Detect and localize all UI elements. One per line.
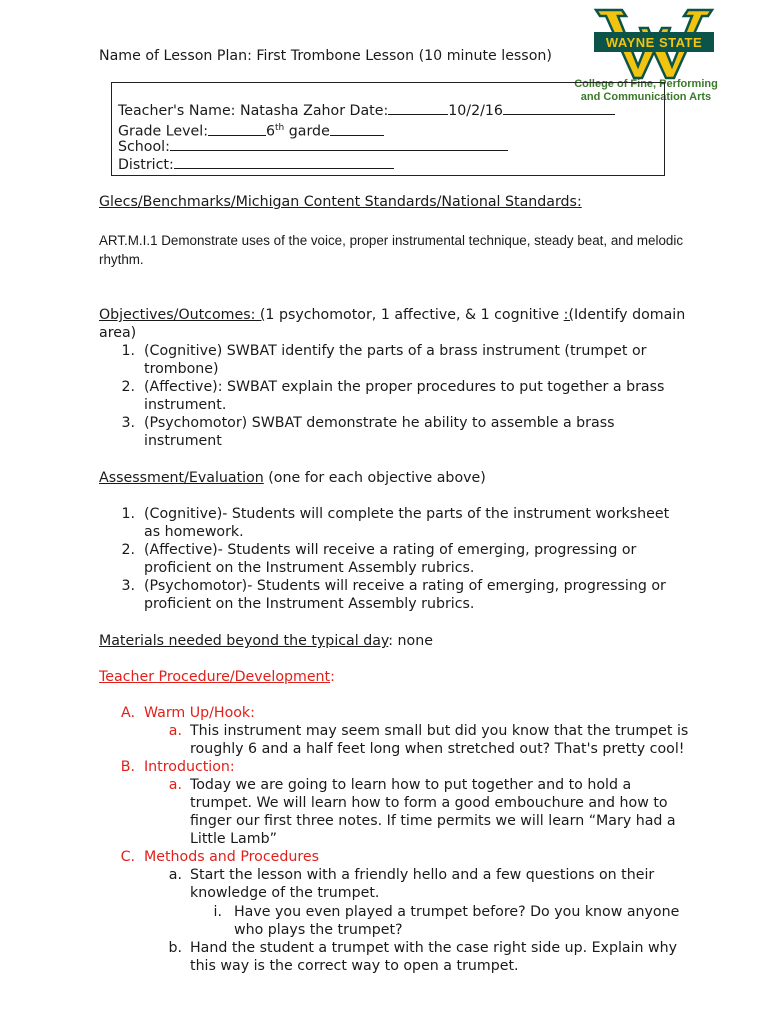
school-blank: [170, 137, 508, 151]
procedure-heading: [99, 668, 335, 686]
list-number: 3.: [121, 578, 135, 594]
section-c-title: Methods and Procedures: [144, 849, 319, 865]
list-item-line2: instrument: [144, 433, 222, 449]
list-item-line1: (Cognitive) SWBAT identify the parts of a brass instrument (trumpet or: [144, 343, 647, 359]
list-item-line1: (Psychomotor)- Students will receive a rating of emerging, progressing or: [144, 578, 666, 594]
list-item-line2: instrument.: [144, 397, 227, 413]
section-b-sub-line1: Today we are going to learn how to put together and to hold a: [190, 777, 632, 793]
section-c-b-label: b.: [168, 940, 182, 956]
grade-value-suffix: garde: [284, 123, 330, 140]
objectives-heading-domains: 1 psychomotor, 1 affective, & 1 cognitive: [265, 307, 564, 323]
district-line: [118, 155, 394, 174]
section-c-a-line1: Start the lesson with a friendly hello and a few questions on their: [190, 867, 655, 883]
list-number: 1.: [121, 506, 135, 522]
section-c-a-i-line1: Have you even played a trumpet before? Do you know anyone: [234, 904, 680, 920]
section-b-sub-line2: trumpet. We will learn how to form a good embouchure and how to: [190, 795, 668, 811]
teacher-date-line: [118, 101, 615, 120]
school-label: School:: [118, 139, 170, 155]
date-value: 10/2/16: [448, 103, 503, 119]
district-label: District:: [118, 157, 174, 173]
list-item-line1: (Affective): SWBAT explain the proper procedures to put together a brass: [144, 379, 665, 395]
list-item-line1: (Affective)- Students will receive a rating of emerging, progressing or: [144, 542, 637, 558]
school-line: [118, 137, 508, 156]
logo-caption-line2: and Communication Arts: [580, 91, 712, 103]
materials-heading: Materials needed beyond the typical day: [99, 633, 389, 649]
section-c-a-i-line2: who plays the trumpet?: [234, 922, 403, 938]
list-item-line2: proficient on the Instrument Assembly rubrics.: [144, 596, 475, 612]
section-b-label: B.: [120, 759, 135, 775]
objectives-heading-area: area): [99, 325, 137, 341]
section-c-label: C.: [120, 849, 135, 865]
section-a-sub-label: a.: [168, 723, 182, 739]
section-c-a-label: a.: [168, 867, 182, 883]
teacher-info-box: [111, 82, 665, 176]
section-b-title: Introduction:: [144, 759, 235, 775]
assessment-heading: [99, 469, 486, 487]
section-c-a-i-label: i.: [213, 904, 222, 920]
logo-caption-line1: College of Fine, Performing: [574, 78, 718, 90]
list-item-line2: proficient on the Instrument Assembly rubrics.: [144, 560, 475, 576]
district-blank: [174, 155, 394, 169]
section-b-sub-line3: finger our first three notes. If time permits we will learn “Mary had a: [190, 813, 676, 829]
standards-line2: rhythm.: [99, 252, 144, 267]
procedure-heading-colon: :: [330, 669, 335, 685]
section-b-sub-line4: Little Lamb”: [190, 831, 277, 847]
objectives-heading: [99, 306, 685, 324]
grade-blank-pre: [208, 122, 266, 136]
assessment-heading-note: (one for each objective above): [263, 470, 486, 486]
section-c-b-line1: Hand the student a trumpet with the case right side up. Explain why: [190, 940, 678, 956]
procedure-heading-label: Teacher Procedure/Development: [99, 669, 331, 685]
section-b-sub-label: a.: [168, 777, 182, 793]
materials-line: [99, 632, 433, 650]
section-c-a-line2: knowledge of the trumpet.: [190, 885, 380, 901]
objectives-heading-identify: Identify domain: [574, 307, 686, 323]
list-item-line2: as homework.: [144, 524, 244, 540]
grade-level-label: Grade Level:: [118, 123, 208, 140]
teacher-name-label: Teacher's Name: Natasha Zahor Date:: [118, 103, 389, 119]
section-a-sub-line2: roughly 6 and a half feet long when stretched out? That's pretty cool!: [190, 741, 685, 757]
logo-wordmark: WAYNE STATE: [605, 35, 703, 50]
list-number: 2.: [121, 542, 135, 558]
objectives-heading-label: Objectives/Outcomes: (: [99, 307, 266, 323]
section-a-label: A.: [121, 705, 135, 721]
standards-line1: ART.M.I.1 Demonstrate uses of the voice, proper instrumental technique, steady beat, and melodic: [99, 233, 684, 248]
list-number: 3.: [121, 415, 135, 431]
list-number: 2.: [121, 379, 135, 395]
standards-text: [99, 231, 719, 269]
list-item-line1: (Cognitive)- Students will complete the parts of the instrument worksheet: [144, 506, 670, 522]
standards-heading: Glecs/Benchmarks/Michigan Content Standards/National Standards:: [99, 194, 582, 210]
list-item-line2: trombone): [144, 361, 219, 377]
materials-value: : none: [388, 633, 433, 649]
date-blank-pre: [388, 101, 448, 115]
list-item-line1: (Psychomotor) SWBAT demonstrate he ability to assemble a brass: [144, 415, 615, 431]
section-a-title: Warm Up/Hook:: [144, 705, 255, 721]
assessment-heading-label: Assessment/Evaluation: [99, 470, 264, 486]
list-number: 1.: [121, 343, 135, 359]
section-c-b-line2: this way is the correct way to open a trumpet.: [190, 958, 519, 974]
section-a-sub-line1: This instrument may seem small but did you know that the trumpet is: [190, 723, 689, 739]
grade-value-prefix: 6: [266, 123, 276, 140]
lesson-plan-name: Name of Lesson Plan: First Trombone Lesson (10 minute lesson): [99, 48, 552, 64]
objectives-heading-colon: :(: [563, 307, 574, 323]
grade-blank-post: [330, 122, 384, 136]
date-blank-post: [503, 101, 615, 115]
grade-value-sup: th: [275, 123, 285, 133]
